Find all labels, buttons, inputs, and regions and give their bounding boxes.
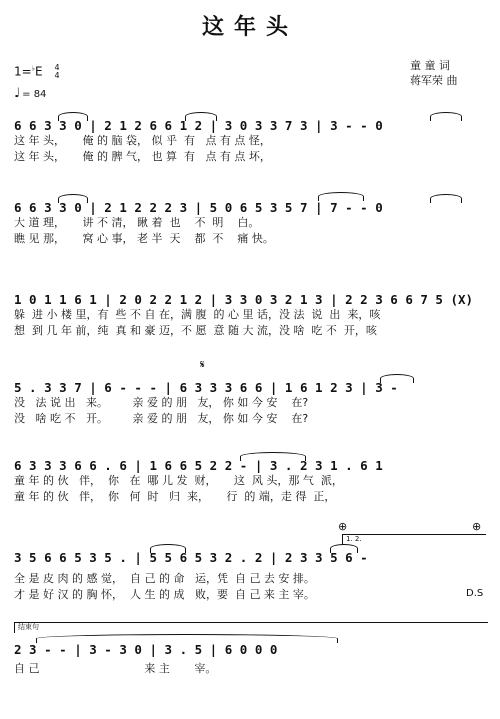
coda-bracket: 结束句 xyxy=(14,622,488,633)
lyric-line-1: 全 是 皮 肉 的 感 觉， 自 己 的 命 运，凭 自 己 去 安 排。 xyxy=(14,572,315,585)
volta-bracket: 1. 2. xyxy=(342,534,486,545)
song-title: 这年头 xyxy=(201,15,298,40)
key-signature xyxy=(14,64,60,80)
music-line: 6 6 3 3 0 | 2 1 2 2 2 3 | 5 0 6 5 3 5 7 | 7 - - 0 xyxy=(14,200,383,215)
ds-marking: D.S xyxy=(466,588,484,599)
lyricist: 童 童 词 xyxy=(410,59,450,72)
lyric-line-2: 童 年 的 伙 伴， 你 何 时 归 来， 行 的 端，走 得 正， xyxy=(14,490,336,503)
coda-icon: ⊕ xyxy=(338,520,348,533)
lyric-line-1: 大 道 理， 讲 不 清， 瞅 着 也 不 明 白。 xyxy=(14,216,260,229)
flat-icon: ♭ xyxy=(31,64,36,73)
lyric-line-2: 瞧 见 那， 窝 心 事， 老 半 天 都 不 痛 快。 xyxy=(14,232,274,245)
lyric-line-1: 这 年 头， 俺 的 脑 袋， 似 乎 有 点 有 点 怪， xyxy=(14,134,271,147)
key-prefix: 1= xyxy=(14,64,32,79)
lyric-line-1: 没 法 说 出 来。 亲 爱 的 朋 友， 你 如 今 安 在? xyxy=(14,396,309,409)
time-top: 4 xyxy=(54,63,60,72)
music-line: 3 5 6 6 5 3 5 . | 5 5 6 5 3 2 . 2 | 2 3 3 5 6 - xyxy=(14,550,368,565)
key-note: E xyxy=(35,64,43,79)
music-line: 6 6 3 3 0 | 2 1 2 6 6 1 2 | 3 0 3 3 7 3 | 3 - - 0 xyxy=(14,118,383,133)
time-signature xyxy=(54,64,59,80)
lyric-line-2: 没 啥 吃 不 开。 亲 爱 的 朋 友， 你 如 今 安 在? xyxy=(14,412,309,425)
coda-icon: ⊕ xyxy=(472,520,482,533)
lyric-line-2: 才 是 好 汉 的 胸 怀， 人 生 的 成 败，要 自 己 来 主 宰。 xyxy=(14,588,315,601)
tempo-value: = 84 xyxy=(22,89,47,100)
quarter-note-icon: ♩ xyxy=(14,86,21,101)
credits xyxy=(410,58,458,88)
segno-icon: 𝄋 xyxy=(200,358,205,371)
music-line: 2 3 - - | 3 - 3 0 | 3 . 5 | 6 0 0 0 xyxy=(14,642,278,657)
time-bottom: 4 xyxy=(54,71,60,80)
music-line: 1 0 1 1 6 1 | 2 0 2 2 1 2 | 3 3 0 3 2 1 3 | 2 2 3 6 6 7 5 (X) xyxy=(14,292,474,307)
lyric-line-2: 想 到 几 年 前，纯 真 和 豪 迈，不 愿 意 随 大 流，没 啥 吃 不 开，咳 xyxy=(14,324,377,337)
music-line: 6 3 3 3 6 6 . 6 | 1 6 6 5 2 2 - | 3 . 2 3 1 . 6 1 xyxy=(14,458,383,473)
composer: 蒋军荣 曲 xyxy=(410,74,458,87)
music-line: 5 . 3 3 7 | 6 - - - | 6 3 3 3 6 6 | 1 6 1 2 3 | 3 - xyxy=(14,380,398,395)
lyric-line-1: 躲 进 小 楼 里，有 些 不 自 在，满 腹 的 心 里 话，没 法 说 出 来，咳 xyxy=(14,308,381,321)
tempo-marking xyxy=(14,86,46,101)
lyric-line-1: 自 己 来 主 宰。 xyxy=(14,662,217,675)
lyric-line-1: 童 年 的 伙 伴， 你 在 哪 儿 发 财， 这 风 头，那 气 派， xyxy=(14,474,343,487)
lyric-line-2: 这 年 头， 俺 的 脾 气， 也 算 有 点 有 点 坏， xyxy=(14,150,271,163)
